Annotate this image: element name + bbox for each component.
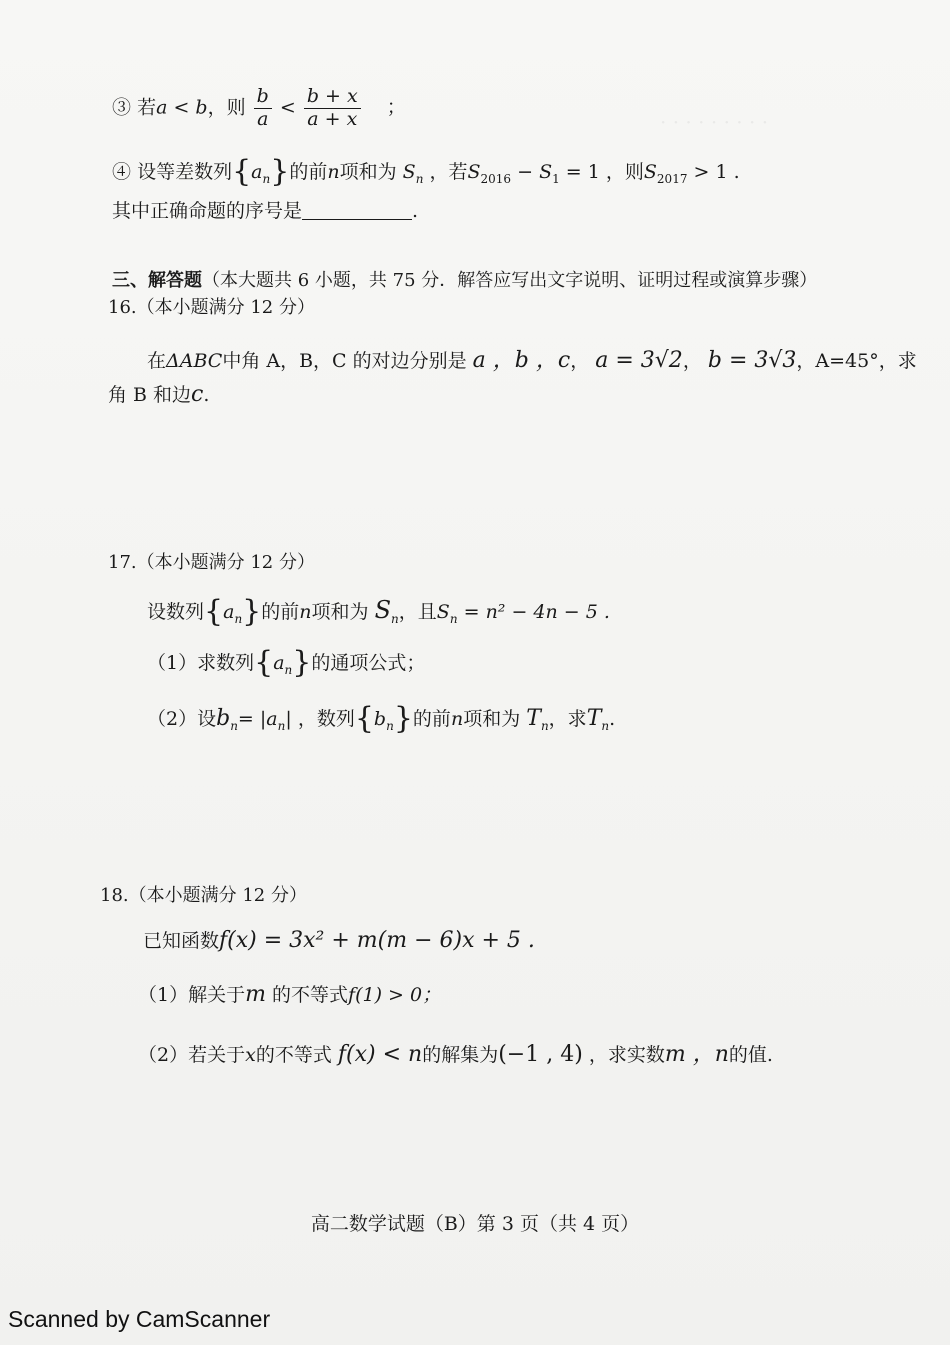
q17-heading: 17.（本小题满分 12 分） [108, 552, 315, 573]
fraction-bx-over-ax: $\frac{b + x}{a + x}$ [304, 86, 361, 131]
q18-part-2: （2）若关于x的不等式 f(x) < n的解集为(−1 , 4) ，求实数m ，n的值. [138, 1042, 773, 1067]
item-marker: ④ [112, 161, 132, 183]
section-note: （本大题共 6 小题，共 75 分．解答应写出文字说明、证明过程或演算步骤） [202, 270, 818, 291]
q17-line-1: 设数列$\{a_n\}$的前n项和为 $S_n$，且$S_n = n^2 - 4n - 5$ . [147, 594, 610, 629]
q18-heading: 18.（本小题满分 12 分） [100, 885, 307, 906]
camscanner-watermark: Scanned by CamScanner [8, 1306, 271, 1332]
item-3: ③ 若a < b，则 $\frac{b}{a}$ < $\frac{b + x}{a + x}$ ； [112, 85, 406, 130]
fraction-b-over-a: $\frac{b}{a}$ [254, 86, 272, 131]
q18-line-1: 已知函数f(x) = 3x² + m(m − 6)x + 5 . [143, 928, 535, 953]
item-4: ④ 设等差数列$\{a_n\}$的前n项和为 $S_n$ ，若$S_{2016} - S_1 = 1$ ，则$S_{2017} > 1$ . [112, 154, 740, 189]
q16-line-1: 在ΔABC中角 A，B，C 的对边分别是 a ，b ，c， a = 3√2， b = 3√3，A=45°，求 [147, 348, 917, 373]
answer-blank[interactable] [302, 201, 412, 220]
item-marker: ③ [112, 96, 132, 119]
section-3-header [112, 270, 817, 292]
answer-prompt: 其中正确命题的序号是 . [112, 200, 419, 222]
q17-part-2: （2）设$b_n= |a_n|$ ，数列$\{b_n\}$的前n项和为 $T_n$，求$T_n$. [147, 701, 616, 736]
page-footer: 高二数学试题（B）第 3 页（共 4 页） [310, 1213, 640, 1235]
q16-line-2: 角 B 和边c. [108, 382, 210, 407]
section-title: 三、解答题 [112, 270, 202, 291]
q18-part-1: （1）解关于m 的不等式f(1) > 0； [138, 982, 442, 1007]
q17-part-1: （1）求数列$\{a_n\}$的通项公式； [147, 645, 426, 680]
bleed-through-text: · · · · · · · · · [660, 110, 769, 134]
q16-heading: 16.（本小题满分 12 分） [108, 297, 315, 318]
